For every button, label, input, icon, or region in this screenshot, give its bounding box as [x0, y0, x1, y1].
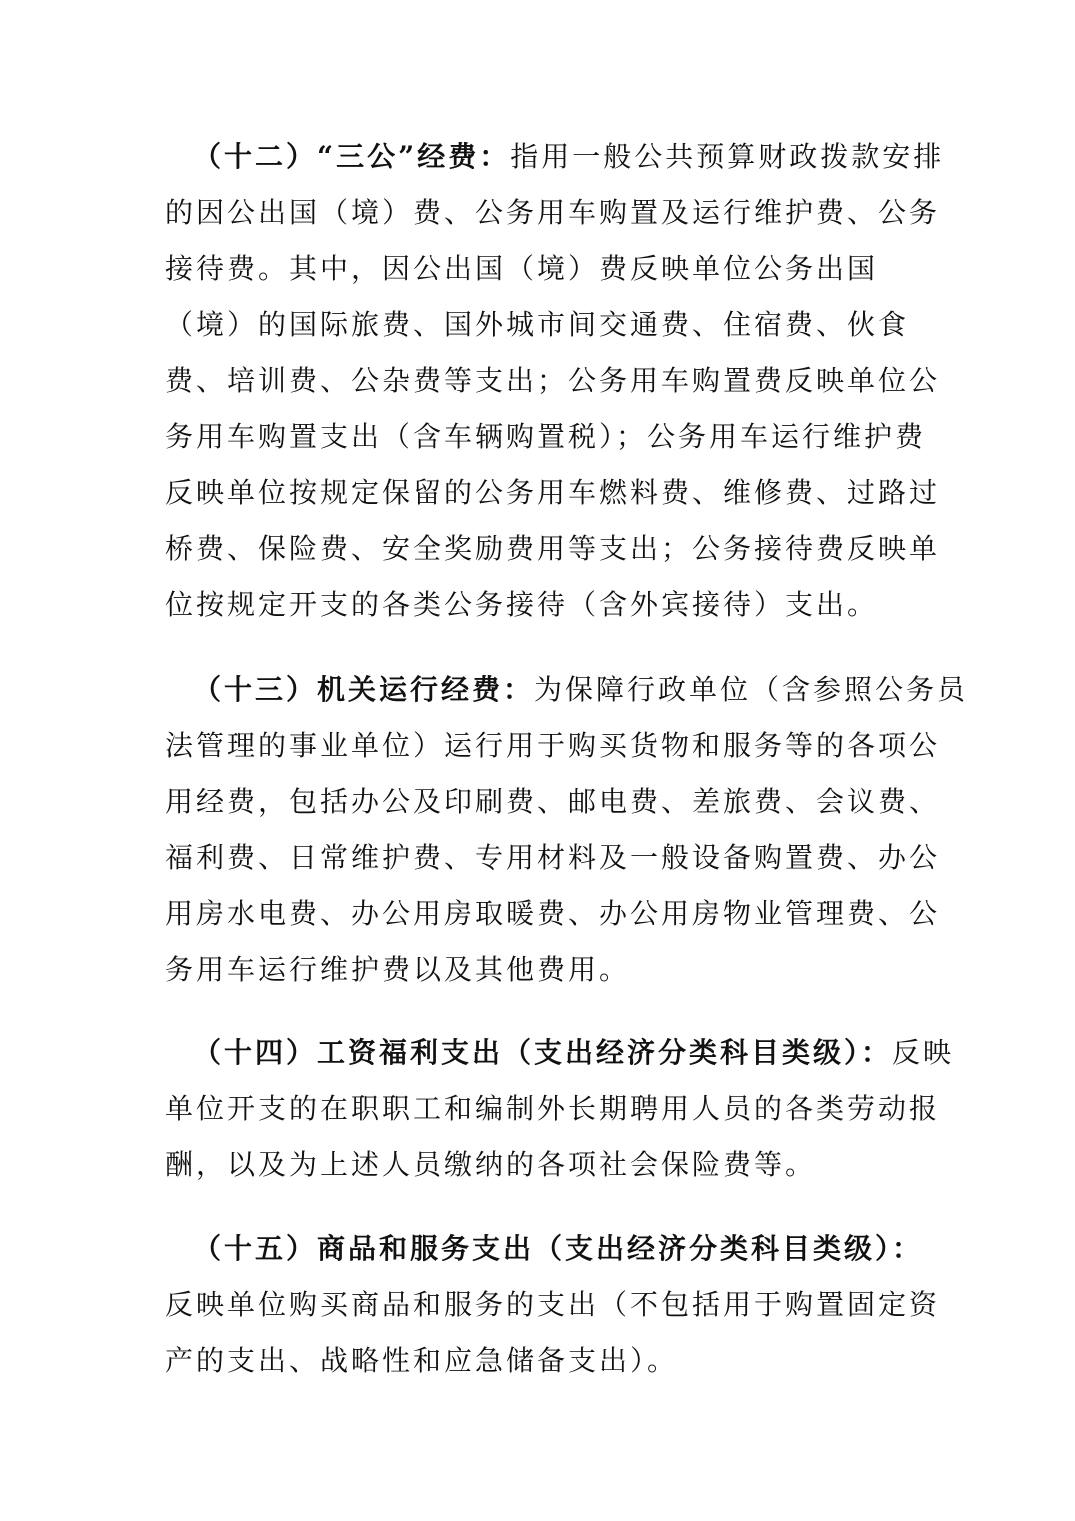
section-13-line-5: 用房水电费、办公用房取暖费、办公用房物业管理费、公	[165, 897, 941, 930]
section-13-line-1	[193, 672, 968, 708]
section-13-line-4: 福利费、日常维护费、专用材料及一般设备购置费、办公	[165, 841, 941, 874]
section-13-line-3: 用经费，包括办公及印刷费、邮电费、差旅费、会议费、	[165, 785, 941, 818]
section-13-term: （十三）机关运行经费：	[193, 673, 535, 706]
section-12-line-2: 的因公出国（境）费、公务用车购置及运行维护费、公务	[165, 196, 941, 229]
section-12-line-8: 桥费、保险费、安全奖励费用等支出；公务接待费反映单	[165, 532, 941, 565]
section-13-line-6: 务用车运行维护费以及其他费用。	[165, 953, 631, 986]
section-12-line-5: 费、培训费、公杂费等支出；公务用车购置费反映单位公	[165, 364, 941, 397]
section-12-line-3: 接待费。其中，因公出国（境）费反映单位公务出国	[165, 252, 879, 285]
section-12-term: （十二）“三公”经费：	[193, 140, 511, 173]
section-14-line-2: 单位开支的在职职工和编制外长期聘用人员的各类劳动报	[165, 1092, 941, 1125]
section-12-line-1	[193, 139, 944, 175]
section-14-text: 反映	[892, 1036, 955, 1069]
section-12-line-7: 反映单位按规定保留的公务用车燃料费、维修费、过路过	[165, 476, 941, 509]
section-12-line-6: 务用车购置支出（含车辆购置税）；公务用车运行维护费	[165, 420, 927, 453]
section-15-term: （十五）商品和服务支出（支出经济分类科目类级）：	[193, 1232, 924, 1265]
section-12-text: 指用一般公共预算财政拨款安排	[510, 140, 945, 173]
section-13-text: 为保障行政单位（含参照公务员	[534, 673, 969, 706]
section-14-line-1	[193, 1035, 954, 1071]
section-15-line-2: 反映单位购买商品和服务的支出（不包括用于购置固定资	[165, 1288, 941, 1321]
section-15-line-1	[193, 1231, 923, 1267]
section-13-line-2: 法管理的事业单位）运行用于购买货物和服务等的各项公	[165, 729, 941, 762]
section-12-line-4: （境）的国际旅费、国外城市间交通费、住宿费、伙食	[165, 308, 910, 341]
section-14-term: （十四）工资福利支出（支出经济分类科目类级）：	[193, 1036, 893, 1069]
section-15-line-3: 产的支出、战略性和应急储备支出）。	[165, 1344, 679, 1377]
section-14-line-3: 酬，以及为上述人员缴纳的各项社会保险费等。	[165, 1148, 817, 1181]
section-12-line-9: 位按规定开支的各类公务接待（含外宾接待）支出。	[165, 588, 879, 621]
